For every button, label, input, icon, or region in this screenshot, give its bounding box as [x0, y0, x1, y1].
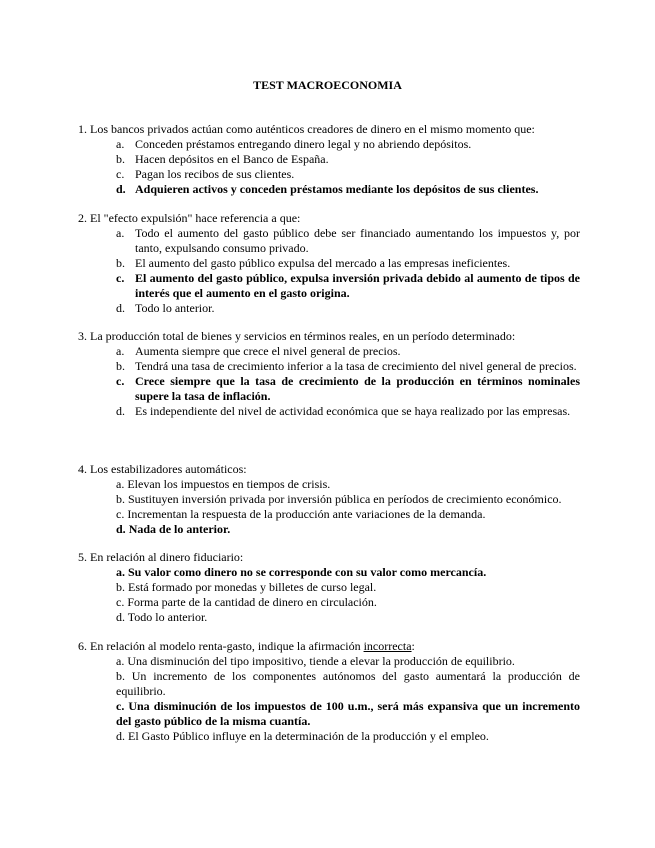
question-3 [78, 329, 580, 419]
option-2d: d. Todo lo anterior. [116, 301, 215, 315]
question-1-stem: 1. Los bancos privados actúan como auténticos creadores de dinero en el mismo momento que: [78, 122, 535, 136]
option-6a: a. Una disminución del tipo impositivo, tiende a elevar la producción de equilibrio. [116, 654, 515, 668]
question-2-stem: 2. El "efecto expulsión" hace referencia a que: [78, 211, 301, 225]
option-2a: a. Todo el aumento del gasto público debe ser financiado aumentando los impuestos y, por tanto, expulsando consumo privado. [116, 226, 580, 255]
option-5a-correct: a. Su valor como dinero no se corresponde con su valor como mercancía. [116, 565, 487, 579]
option-4d-correct: d. Nada de lo anterior. [116, 522, 231, 536]
question-1 [78, 122, 580, 197]
question-2-options [78, 226, 580, 316]
option-3b: b. Tendrá una tasa de crecimiento inferior a la tasa de crecimiento del nivel general de precios. [116, 359, 577, 373]
option-2c-correct: c. El aumento del gasto público, expulsa inversión privada debido al aumento de tipos de interés que el aumento en el gasto origina. [116, 271, 580, 300]
option-6b: b. Un incremento de los componentes autónomos del gasto aumentará la producción de equilibrio. [116, 669, 580, 698]
option-4b: b. Sustituyen inversión privada por inversión pública en períodos de crecimiento económico. [116, 492, 562, 506]
option-4c: c. Incrementan la respuesta de la producción ante variaciones de la demanda. [116, 507, 486, 521]
option-1d-correct: d. Adquieren activos y conceden préstamos mediante los depósitos de sus clientes. [116, 182, 539, 196]
option-1b: b. Hacen depósitos en el Banco de España. [116, 152, 329, 166]
question-3-options [78, 344, 580, 419]
question-6-options [78, 654, 580, 744]
question-3-stem: 3. La producción total de bienes y servicios en términos reales, en un período determinado: [78, 329, 516, 343]
question-4 [78, 462, 580, 537]
option-1a: a. Conceden préstamos entregando dinero legal y no abriendo depósitos. [116, 137, 472, 151]
question-5-stem: 5. En relación al dinero fiduciario: [78, 550, 244, 564]
page-title: TEST MACROECONOMIA [253, 78, 402, 92]
option-2b: b. El aumento del gasto público expulsa del mercado a las empresas ineficientes. [116, 256, 511, 270]
underlined-word: incorrecta [363, 639, 412, 653]
question-5-options [78, 565, 580, 625]
question-6-stem: 6. En relación al modelo renta-gasto, indique la afirmación incorrecta: [78, 639, 415, 653]
option-4a: a. Elevan los impuestos en tiempos de crisis. [116, 477, 331, 491]
option-1c: c. Pagan los recibos de sus clientes. [116, 167, 295, 181]
question-2 [78, 211, 580, 316]
option-5b: b. Está formado por monedas y billetes de curso legal. [116, 580, 377, 594]
option-3a: a. Aumenta siempre que crece el nivel general de precios. [116, 344, 401, 358]
option-5c: c. Forma parte de la cantidad de dinero en circulación. [116, 595, 377, 609]
question-6 [78, 639, 580, 744]
option-5d: d. Todo lo anterior. [116, 610, 208, 624]
option-6c-correct: c. Una disminución de los impuestos de 100 u.m., será más expansiva que un incremento del gasto público de la misma cuantía. [116, 699, 580, 728]
question-4-stem: 4. Los estabilizadores automáticos: [78, 462, 247, 476]
question-5 [78, 550, 580, 625]
option-3c-correct: c. Crece siempre que la tasa de crecimiento de la producción en términos nominales supere la tasa de inflación. [116, 374, 580, 403]
option-6d: d. El Gasto Público influye en la determinación de la producción y el empleo. [116, 729, 489, 743]
question-4-options [78, 477, 580, 537]
option-3d: d. Es independiente del nivel de actividad económica que se haya realizado por las empresas. [116, 404, 571, 418]
question-1-options [78, 137, 580, 197]
